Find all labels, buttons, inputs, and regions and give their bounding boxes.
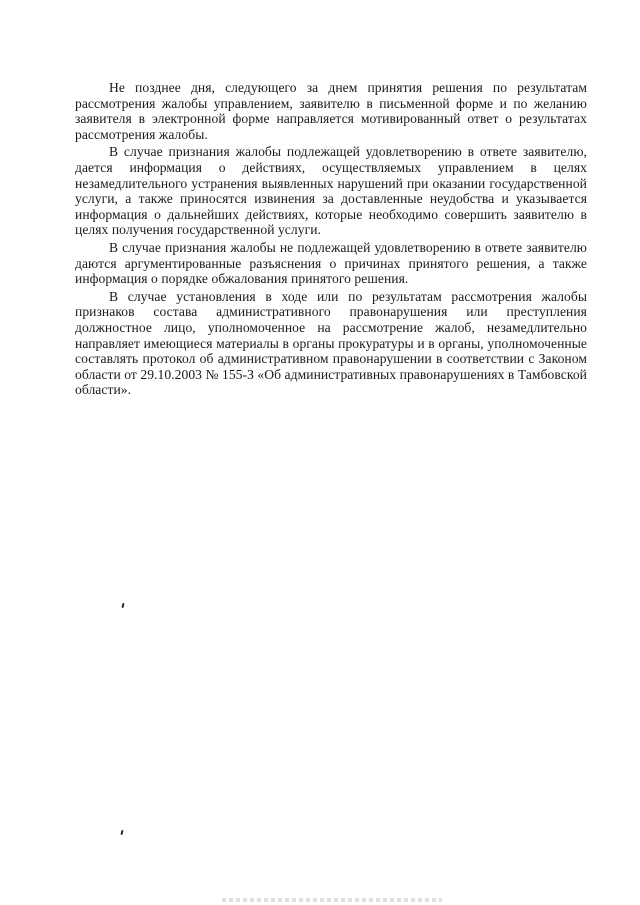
scan-speck	[121, 830, 124, 835]
scan-edge-artifact	[222, 898, 442, 902]
paragraph-response-deadline: Не позднее дня, следующего за днем принятия решения по результатам рассмотрения жалобы управлением, заявителю в письменной форме и по желанию заявителя в электронной форме направляется мотивированный ответ о результатах рассмотрения жалобы.	[75, 80, 587, 142]
paragraph-offense-detected: В случае установления в ходе или по результатам рассмотрения жалобы признаков состава административного правонарушения или преступления должностное лицо, уполномоченное на рассмотрение жалоб, незамедлительно направляет имеющиеся материалы в органы прокуратуры и в органы, уполномоченные составлять протокол об административном правонарушении в соответствии с Законом области от 29.10.2003 № 155-З «Об административных правонарушениях в Тамбовской области».	[75, 288, 587, 398]
document-body	[75, 80, 587, 400]
scan-speck	[122, 603, 125, 608]
paragraph-complaint-satisfied: В случае признания жалобы подлежащей удовлетворению в ответе заявителю, дается информация о действиях, осуществляемых управлением в целях незамедлительного устранения выявленных нарушений при оказании государственной услуги, а также приносятся извинения за доставленные неудобства и указывается информация о дальнейших действиях, которые необходимо совершить заявителю в целях получения государственной услуги.	[75, 144, 587, 238]
paragraph-complaint-rejected: В случае признания жалобы не подлежащей удовлетворению в ответе заявителю даются аргументированные разъяснения о причинах принятого решения, а также информация о порядке обжалования принятого решения.	[75, 239, 587, 287]
